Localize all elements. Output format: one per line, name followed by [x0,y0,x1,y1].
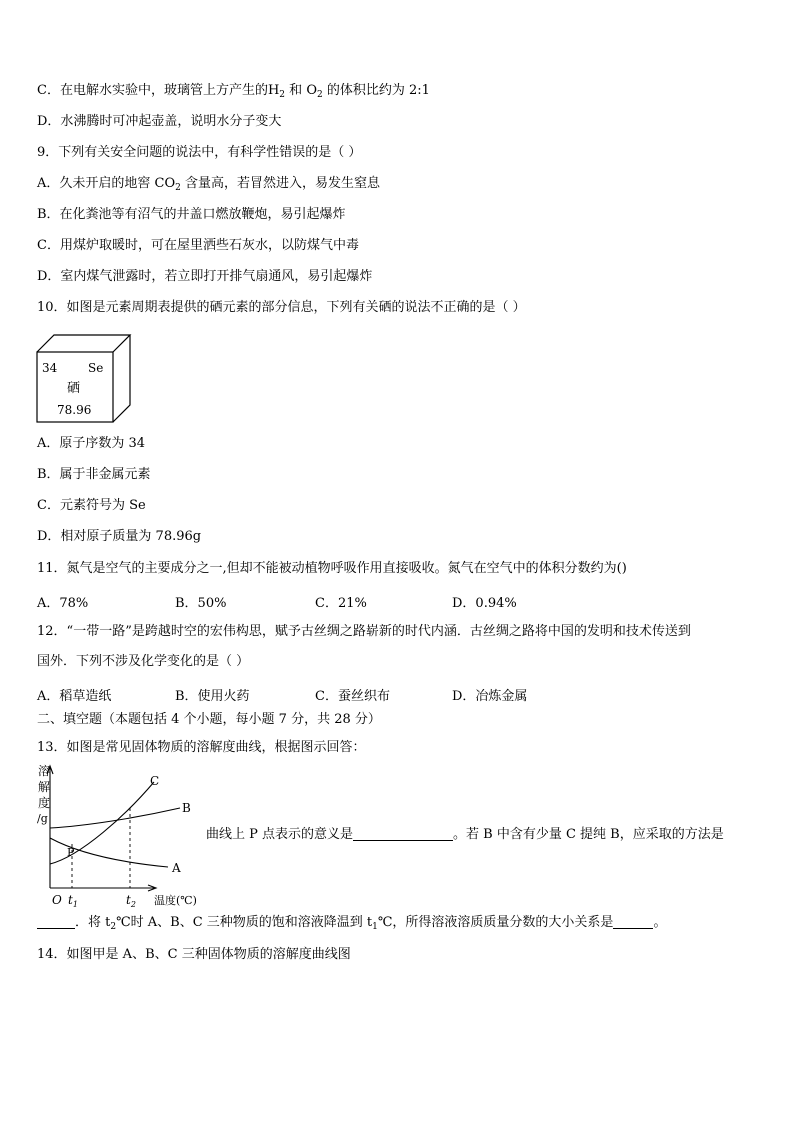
point-p-label: P [67,846,75,859]
q13-stem: 13．如图是常见固体物质的溶解度曲线，根据图示回答： [37,740,366,755]
q9-option-c: C．用煤炉取暖时，可在屋里洒些石灰水，以防煤气中毒 [37,238,359,253]
p-meaning-blank[interactable] [353,826,453,841]
q10-stem: 10．如图是元素周期表提供的硒元素的部分信息，下列有关硒的说法不正确的是（ ） [37,300,526,315]
mass-fraction-blank[interactable] [613,914,653,929]
y-label-2: 解 [38,780,51,794]
element-atomic-mass: 78.96 [57,403,92,417]
curve-label-b: B [182,801,191,815]
q11-option-d: D．0.94% [452,596,517,611]
q9-option-b: B．在化粪池等有沼气的井盖口燃放鞭炮，易引起爆炸 [37,207,346,222]
t1-label: $t_1$ [68,893,78,908]
curve-b [50,808,180,828]
q12-option-b: B．使用火药 [175,689,250,704]
q10-option-a: A．原子序数为 34 [37,436,146,451]
q10-option-b: B．属于非金属元素 [37,467,151,482]
q12-stem-line1: 12．“一带一路”是跨越时空的宏伟构思，赋予古丝绸之路崭新的时代内涵．古丝绸之路将中国的发明和技术传送到 [37,624,691,639]
q10-option-c: C．元素符号为 Se [37,498,146,513]
origin-label: O [52,893,62,907]
q13-text-line2: ．将 $t_2℃$时 A、B、C 三种物质的饱和溶液降温到 $t_1℃$，所得溶液溶质质量分数的大小关系是 。 [37,914,666,936]
q10-option-d: D．相对原子质量为 78.96g [37,529,202,544]
q9-option-a: A．久未开启的地窖 $CO_2$ 含量高，若冒然进入，易发生窒息 [37,176,381,193]
y-label-3: 度 [38,796,51,810]
q12-option-d: D．冶炼金属 [452,689,528,704]
element-name: 硒 [67,381,81,396]
q12-option-c: C．蚕丝织布 [315,689,390,704]
q11-option-c: C．21% [315,596,367,611]
curve-label-c: C [150,774,160,788]
selenium-element-cell [36,334,132,424]
element-atomic-number: 34 [42,361,58,375]
q11-option-a: A．78% [37,596,89,611]
x-axis-label: 温度(℃) [154,894,197,907]
q12-option-a: A．稻草造纸 [37,689,112,704]
q12-stem-line2: 国外．下列不涉及化学变化的是（ ） [37,654,250,669]
q13-text-line1: 曲线上 P 点表示的意义是 。若 B 中含有少量 C 提纯 B，应采取的方法是 [206,827,724,842]
q9-option-d: D．室内煤气泄露时，若立即打开排气扇通风，易引起爆炸 [37,269,373,284]
y-label-1: 溶 [38,764,51,778]
q14-stem: 14．如图甲是 A、B、C 三种固体物质的溶解度曲线图 [37,947,351,962]
solubility-curve-graph [36,760,216,908]
q11-stem: 11．氮气是空气的主要成分之一,但却不能被动植物呼吸作用直接吸收。氮气在空气中的体积分数约为() [37,561,627,576]
q11-option-b: B．50% [175,596,227,611]
purification-method-blank[interactable] [37,914,75,929]
y-unit: /g [37,812,48,825]
section-heading-fill-in: 二、填空题（本题包括 4 个小题，每小题 7 分，共 28 分） [37,712,381,727]
t2-label: $t_2$ [126,893,136,908]
q8-option-d: D．水沸腾时可冲起壶盖，说明水分子变大 [37,114,282,129]
element-symbol: Se [88,361,104,375]
q8-option-c: C．在电解水实验中，玻璃管上方产生的$H_2$ 和 $O_2$ 的体积比约为 2:1 [37,83,430,100]
q9-stem: 9．下列有关安全问题的说法中，有科学性错误的是（ ） [37,145,362,160]
curve-label-a: A [172,861,181,875]
